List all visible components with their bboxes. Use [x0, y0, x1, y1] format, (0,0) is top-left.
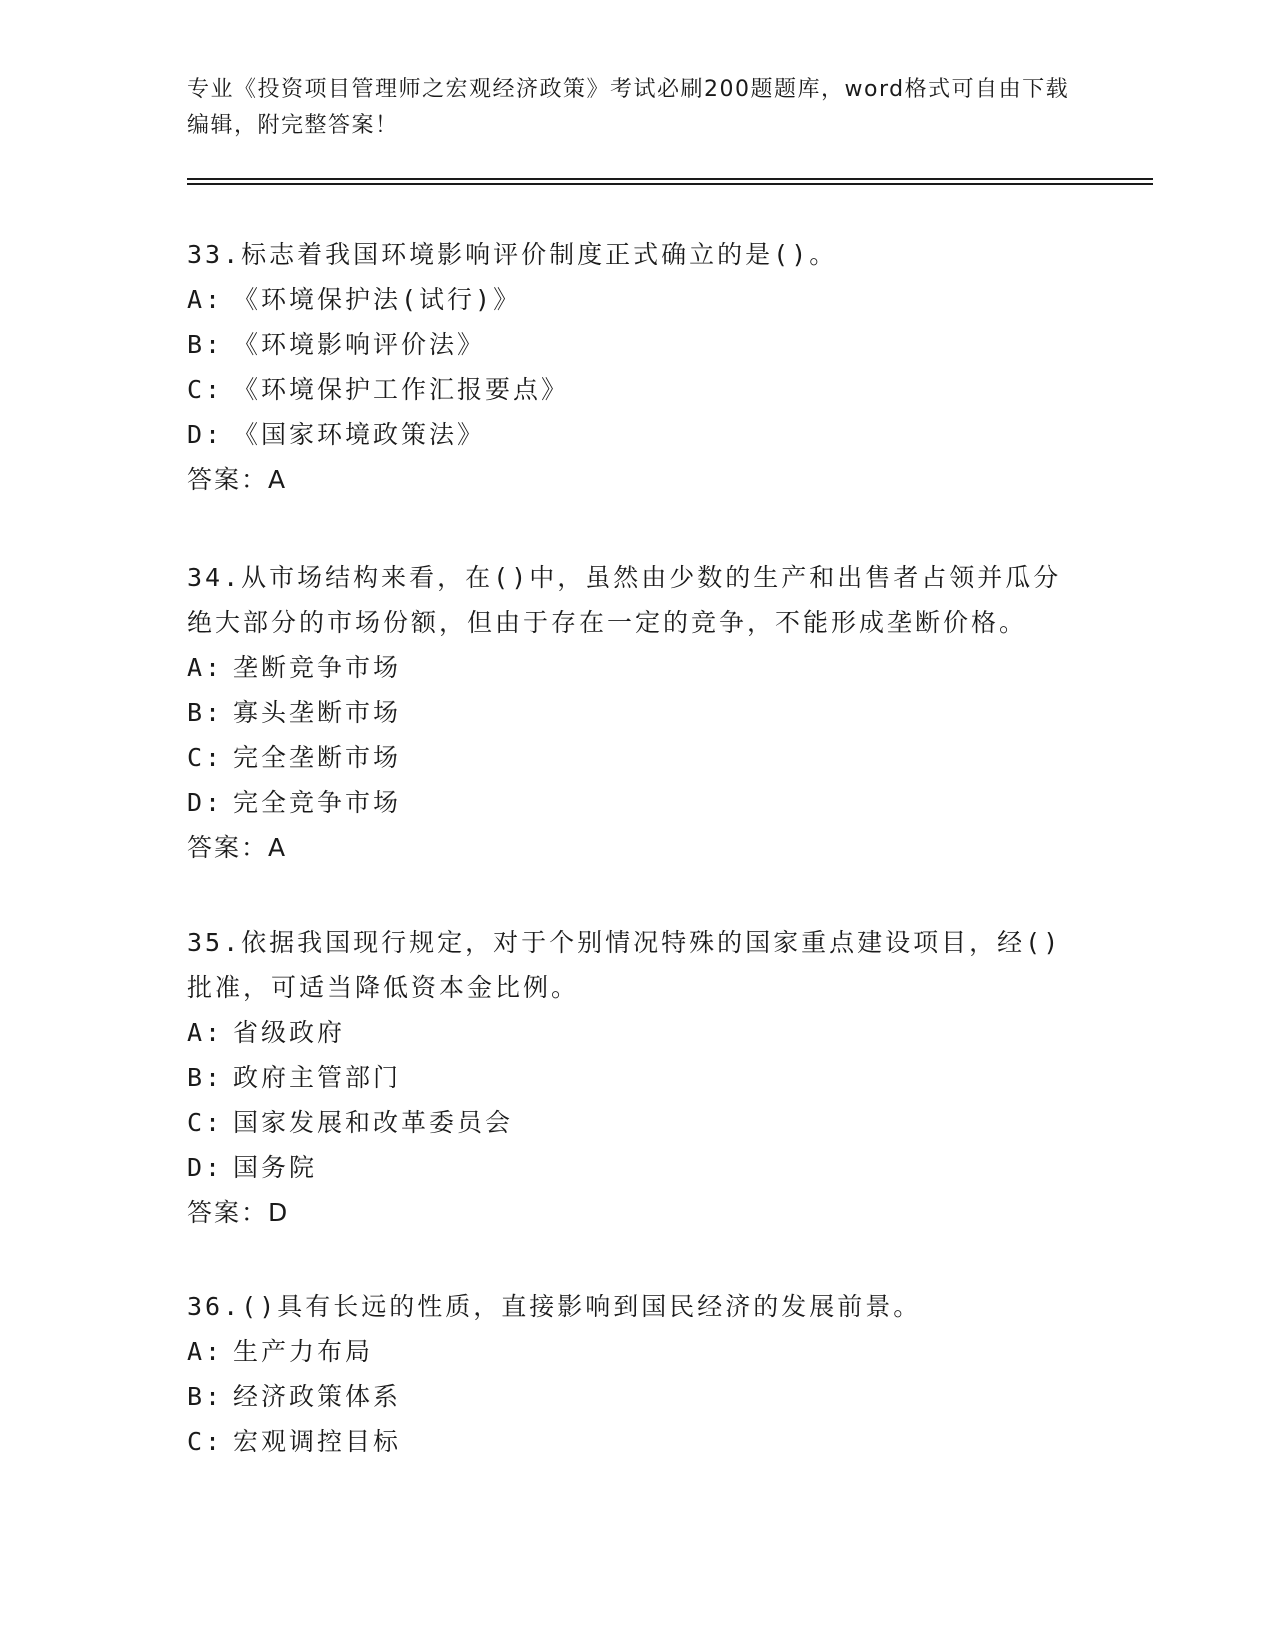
question-36: [187, 1284, 1087, 1464]
option-d: [187, 412, 1087, 457]
option-key: A:: [187, 653, 224, 682]
option-b: [187, 1374, 1087, 1419]
option-text: 国务院: [233, 1153, 318, 1182]
option-text: 《环境保护法(试行)》: [233, 285, 522, 314]
question-stem: 36.()具有长远的性质，直接影响到国民经济的发展前景。: [187, 1292, 922, 1321]
option-text: 《国家环境政策法》: [233, 420, 486, 449]
option-c: [187, 1419, 1087, 1464]
option-a: [187, 645, 1087, 690]
option-key: D:: [187, 420, 224, 449]
option-key: C:: [187, 1427, 224, 1456]
option-key: C:: [187, 375, 224, 404]
option-text: 《环境保护工作汇报要点》: [233, 375, 570, 404]
header-divider-bottom: [187, 183, 1153, 185]
option-text: 完全竞争市场: [233, 788, 402, 817]
option-key: B:: [187, 330, 224, 359]
question-35: [187, 920, 1087, 1235]
header-divider-top: [187, 178, 1153, 180]
question-stem: 34.从市场结构来看，在()中，虽然由少数的生产和出售者占领并瓜分绝大部分的市场份额，但由于存在一定的竞争，不能形成垄断价格。: [187, 563, 1062, 637]
option-key: A:: [187, 1337, 224, 1366]
question-33: [187, 232, 1087, 502]
option-text: 宏观调控目标: [233, 1427, 402, 1456]
option-key: D:: [187, 788, 224, 817]
option-b: [187, 690, 1087, 735]
option-a: [187, 1329, 1087, 1374]
option-b: [187, 322, 1087, 367]
option-key: A:: [187, 1018, 224, 1047]
option-text: 垄断竞争市场: [233, 653, 402, 682]
option-key: C:: [187, 743, 224, 772]
question-stem: 33.标志着我国环境影响评价制度正式确立的是()。: [187, 240, 838, 269]
option-text: 生产力布局: [233, 1337, 374, 1366]
option-a: [187, 1010, 1087, 1055]
option-b: [187, 1055, 1087, 1100]
question-stem: 35.依据我国现行规定，对于个别情况特殊的国家重点建设项目，经()批准，可适当降低资本金比例。: [187, 928, 1062, 1002]
option-key: B:: [187, 698, 224, 727]
option-d: [187, 1145, 1087, 1190]
option-text: 寡头垄断市场: [233, 698, 402, 727]
option-text: 经济政策体系: [233, 1382, 402, 1411]
option-d: [187, 780, 1087, 825]
question-34: [187, 555, 1087, 870]
option-text: 《环境影响评价法》: [233, 330, 486, 359]
answer-line: 答案：D: [187, 1198, 290, 1227]
option-text: 完全垄断市场: [233, 743, 402, 772]
option-c: [187, 735, 1087, 780]
option-c: [187, 1100, 1087, 1145]
option-key: B:: [187, 1063, 224, 1092]
option-text: 政府主管部门: [233, 1063, 402, 1092]
option-key: C:: [187, 1108, 224, 1137]
option-text: 国家发展和改革委员会: [233, 1108, 514, 1137]
option-key: B:: [187, 1382, 224, 1411]
option-c: [187, 367, 1087, 412]
option-text: 省级政府: [233, 1018, 346, 1047]
answer-line: 答案：A: [187, 833, 288, 862]
option-key: A:: [187, 285, 224, 314]
option-key: D:: [187, 1153, 224, 1182]
option-a: [187, 277, 1087, 322]
answer-line: 答案：A: [187, 465, 288, 494]
document-header-intro: 专业《投资项目管理师之宏观经济政策》考试必刷200题题库，word格式可自由下载编辑，附完整答案！: [187, 77, 1070, 138]
